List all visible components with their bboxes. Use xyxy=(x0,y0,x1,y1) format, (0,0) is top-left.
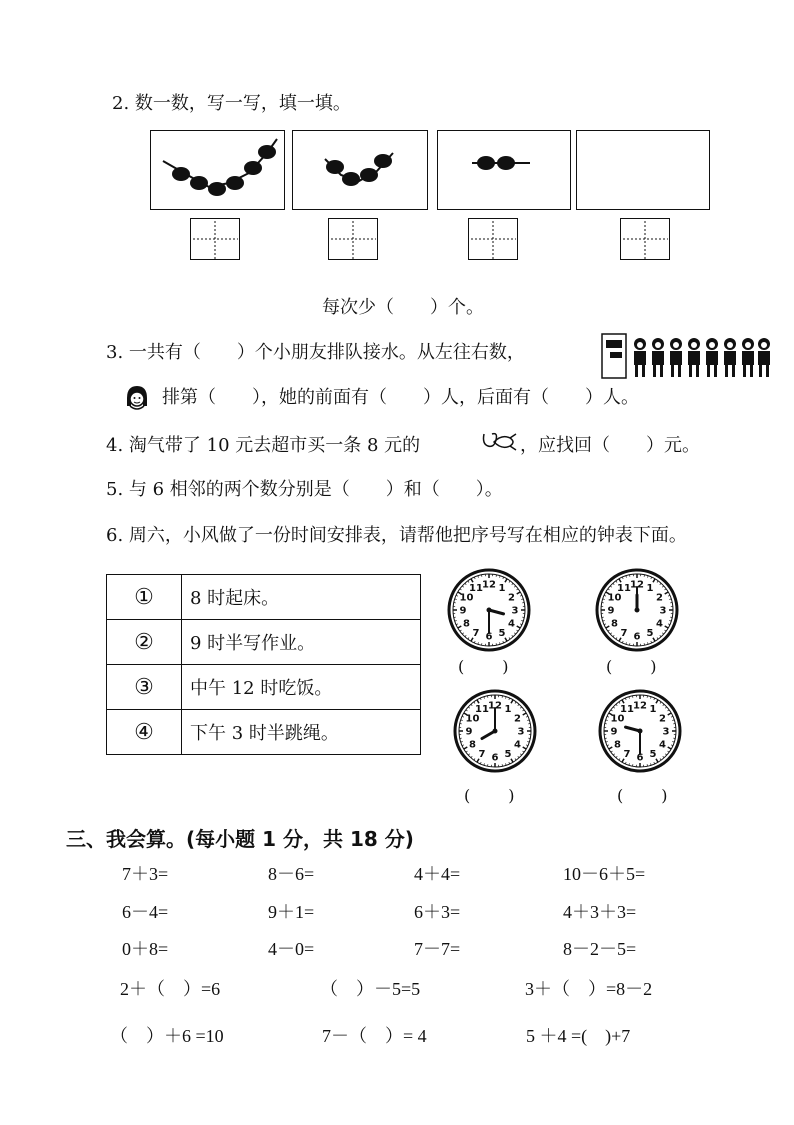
clock-number: 10 xyxy=(607,592,622,604)
clock-number: 2 xyxy=(656,592,664,604)
schedule-row xyxy=(107,620,421,665)
schedule-text: 9 时半写作业。 xyxy=(182,620,421,665)
calc-problem: 9＋1= xyxy=(268,902,315,922)
schedule-table xyxy=(106,574,421,755)
q4-part1: 4. 淘气带了 10 元去超市买一条 8 元的 xyxy=(106,435,421,456)
clock-number: 11 xyxy=(469,582,483,594)
schedule-row xyxy=(107,575,421,620)
clock-number: 7 xyxy=(478,749,486,761)
clock-answer-blank[interactable]: ( ) xyxy=(606,657,659,676)
bead-string-6-icon xyxy=(151,131,284,209)
answer-grid-1[interactable] xyxy=(190,218,240,260)
clock-answer-blank[interactable]: ( ) xyxy=(617,786,670,805)
calc-problem: （ ）－5=5 xyxy=(320,979,421,999)
clock-number: 3 xyxy=(659,605,667,617)
calc-problem: 4＋3＋3= xyxy=(563,902,637,922)
calc-problem: 2＋（ ）=6 xyxy=(120,979,221,999)
clock-number: 5 xyxy=(504,749,512,761)
clock-number: 3 xyxy=(511,605,519,617)
schedule-row xyxy=(107,665,421,710)
schedule-number: ④ xyxy=(107,710,182,755)
clock-number: 5 xyxy=(649,749,657,761)
calc-problem: 7－（ ）= 4 xyxy=(322,1026,427,1046)
calc-problem: 8－6= xyxy=(268,864,315,884)
calc-problem: （ ）＋6 =10 xyxy=(110,1026,224,1046)
calc-problem: 4＋4= xyxy=(414,864,461,884)
clock-number: 9 xyxy=(610,726,618,738)
q2-summary: 每次少（ ）个。 xyxy=(322,297,484,318)
answer-grid-4[interactable] xyxy=(620,218,670,260)
clock-number: 12 xyxy=(630,579,644,591)
clock-number: 8 xyxy=(462,618,470,630)
clock-number: 4 xyxy=(656,618,664,630)
clock-number: 11 xyxy=(620,703,634,715)
clock-face-icon xyxy=(597,688,683,774)
children-queue-icon xyxy=(600,330,772,384)
clock-number: 10 xyxy=(459,592,474,604)
clock-number: 7 xyxy=(620,628,628,640)
schedule-number: ① xyxy=(107,575,182,620)
q6-prompt: 6. 周六，小风做了一份时间安排表，请帮他把序号写在相应的钟表下面。 xyxy=(106,525,687,546)
answer-grid-2[interactable] xyxy=(328,218,378,260)
q2-prompt: 2. 数一数，写一写，填一填。 xyxy=(112,93,351,114)
clock-number: 7 xyxy=(623,749,631,761)
clock-number: 12 xyxy=(482,579,496,591)
clock-number: 8 xyxy=(468,739,476,751)
clock-number: 3 xyxy=(662,726,670,738)
q4-part2: ，应找回（ ）元。 xyxy=(520,435,700,456)
q5-text: 5. 与 6 相邻的两个数分别是（ ）和（ ）。 xyxy=(106,479,503,500)
calc-problem: 7＋3= xyxy=(122,864,169,884)
calc-problem: 4－0= xyxy=(268,939,315,959)
section3-heading: 三、我会算。(每小题 1 分，共 18 分) xyxy=(66,827,414,851)
clock-number: 6 xyxy=(636,752,644,764)
bead-string-4-icon xyxy=(293,131,427,209)
clock-face-icon xyxy=(594,567,680,653)
clock-number: 11 xyxy=(617,582,631,594)
clock-number: 12 xyxy=(633,700,647,712)
clock-number: 12 xyxy=(488,700,502,712)
clock-number: 11 xyxy=(475,703,489,715)
q3-line2: 排第（ ），她的前面有（ ）人，后面有（ ）人。 xyxy=(162,387,639,408)
clock-number: 1 xyxy=(646,582,654,594)
clock-number: 3 xyxy=(517,726,525,738)
schedule-number: ② xyxy=(107,620,182,665)
schedule-row xyxy=(107,710,421,755)
clock-number: 1 xyxy=(504,703,512,715)
bead-picture-6 xyxy=(150,130,285,210)
clock-number: 2 xyxy=(659,713,667,725)
clock-number: 4 xyxy=(659,739,667,751)
calc-problem: 10－6＋5= xyxy=(563,864,646,884)
bead-picture-4 xyxy=(292,130,428,210)
clock-number: 6 xyxy=(633,631,641,643)
bead-picture-empty xyxy=(576,130,710,210)
clock-number: 8 xyxy=(613,739,621,751)
clock-number: 9 xyxy=(459,605,467,617)
answer-grid-3[interactable] xyxy=(468,218,518,260)
clock-number: 10 xyxy=(465,713,480,725)
clock-number: 4 xyxy=(508,618,516,630)
clock-number: 9 xyxy=(465,726,473,738)
clock-number: 6 xyxy=(491,752,499,764)
clock-face-icon xyxy=(446,567,532,653)
calc-problem: 0＋8= xyxy=(122,939,169,959)
clock-number: 6 xyxy=(485,631,493,643)
schedule-text: 下午 3 时半跳绳。 xyxy=(182,710,421,755)
clock-number: 8 xyxy=(610,618,618,630)
clock-number: 2 xyxy=(508,592,516,604)
calc-problem: 7－7= xyxy=(414,939,461,959)
clock-number: 4 xyxy=(514,739,522,751)
calc-problem: 3＋（ ）=8－2 xyxy=(525,979,653,999)
schedule-text: 8 时起床。 xyxy=(182,575,421,620)
clock-number: 10 xyxy=(610,713,625,725)
clock-number: 5 xyxy=(498,628,506,640)
girl-face-icon xyxy=(122,384,152,416)
calc-problem: 8－2－5= xyxy=(563,939,637,959)
clock-number: 9 xyxy=(607,605,615,617)
clock-answer-blank[interactable]: ( ) xyxy=(458,657,511,676)
calc-problem: 5 ＋4 =( )+7 xyxy=(526,1026,631,1046)
clock-answer-blank[interactable]: ( ) xyxy=(464,786,517,805)
schedule-text: 中午 12 时吃饭。 xyxy=(182,665,421,710)
clock-number: 1 xyxy=(498,582,506,594)
bead-string-2-icon xyxy=(438,131,570,209)
calc-problem: 6－4= xyxy=(122,902,169,922)
clock-number: 5 xyxy=(646,628,654,640)
clock-face-icon xyxy=(452,688,538,774)
clock-number: 2 xyxy=(514,713,522,725)
clock-number: 7 xyxy=(472,628,480,640)
bead-picture-2 xyxy=(437,130,571,210)
q3-line1: 3. 一共有（ ）个小朋友排队接水。从左往右数， xyxy=(106,342,525,363)
clock-number: 1 xyxy=(649,703,657,715)
calc-problem: 6＋3= xyxy=(414,902,461,922)
fish-icon xyxy=(480,428,520,458)
schedule-number: ③ xyxy=(107,665,182,710)
